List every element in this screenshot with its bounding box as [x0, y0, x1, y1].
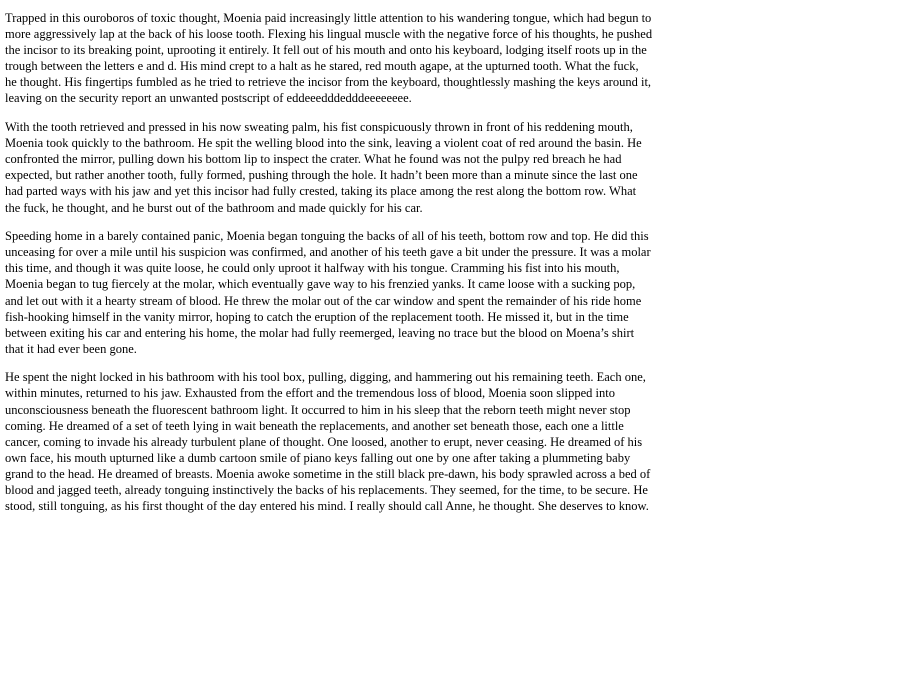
paragraph-2: With the tooth retrieved and pressed in his now sweating palm, his fist conspicuously thrown in front of his reddening mouth, Moenia took quickly to the bathroom. He spit the welling blood into the sink, leaving a violent coat of red around the basin. He confronted the mirror, pulling down his bottom lip to inspect the crater. What he found was not the pulpy red breach he had expected, but rather another tooth, fully formed, pushing through the hole. It hadn’t been more than a minute since the last one had parted ways with his jaw and yet this incisor had fully crested, taking its place among the rest along the bottom row. What the fuck, he thought, and he burst out of the bathroom and made quickly for his car.: [5, 120, 642, 215]
paragraph-4: He spent the night locked in his bathroom with his tool box, pulling, digging, and hammering out his remaining teeth. Each one, within minutes, returned to his jaw. Exhausted from the effort and the tremendous loss of blood, Moenia soon slipped into unconsciousness beneath the fluorescent bathroom light. It occurred to him in his sleep that the reborn teeth might never stop coming. He dreamed of a set of teeth lying in wait beneath the replacements, and another set beneath those, each one a little cancer, coming to invade his already turbulent plane of thought. One loosed, another to erupt, never ceasing. He dreamed of his own face, his mouth upturned like a dumb cartoon smile of piano keys falling out one by one after taking a plummeting baby grand to the head. He dreamed of breasts. Moenia awoke sometime in the still black pre-dawn, his body sprawled across a bed of blood and jagged teeth, already tonguing instinctively the backs of his replacements. They seemed, for the time, to be secure. He stood, still tonguing, as his first thought of the day entered his mind. I really should call Anne, he thought. She deserves to know.: [5, 370, 651, 514]
paragraph-3: Speeding home in a barely contained panic, Moenia began tonguing the backs of all of his teeth, bottom row and top. He did this unceasing for over a mile until his suspicion was confirmed, and another of his teeth gave a bit under the pressure. It was a molar this time, and though it was quite loose, he could only uproot it halfway with his tongue. Cramming his fist into his mouth, Moenia began to tug fiercely at the molar, which eventually gave way to his frenzied yanks. It came loose with a sucking pop, and let out with it a hearty stream of blood. He threw the molar out of the car window and spent the remainder of his ride home fish-hooking himself in the vanity mirror, hoping to catch the eruption of the replacement tooth. He missed it, but in the time between exiting his car and entering his home, the molar had fully reemerged, leaving no trace but the blood on Moena’s shirt that it had ever been gone.: [5, 229, 651, 356]
document-body: [5, 10, 653, 527]
paragraph-1: Trapped in this ouroboros of toxic thought, Moenia paid increasingly little attention to his wandering tongue, which had begun to more aggressively lap at the back of his loose tooth. Flexing his lingual muscle with the negative force of his thoughts, he pushed the incisor to its breaking point, uprooting it entirely. It fell out of his mouth and onto his keyboard, lodging itself roots up in the trough between the letters e and d. His mind crept to a halt as he stared, red mouth agape, at the upturned tooth. What the fuck, he thought. His fingertips fumbled as he tried to retrieve the incisor from the keyboard, thoughtlessly mashing the keys around it, leaving on the security report an unwanted postscript of eddeeedddedddeeeeeeee.: [5, 11, 653, 106]
